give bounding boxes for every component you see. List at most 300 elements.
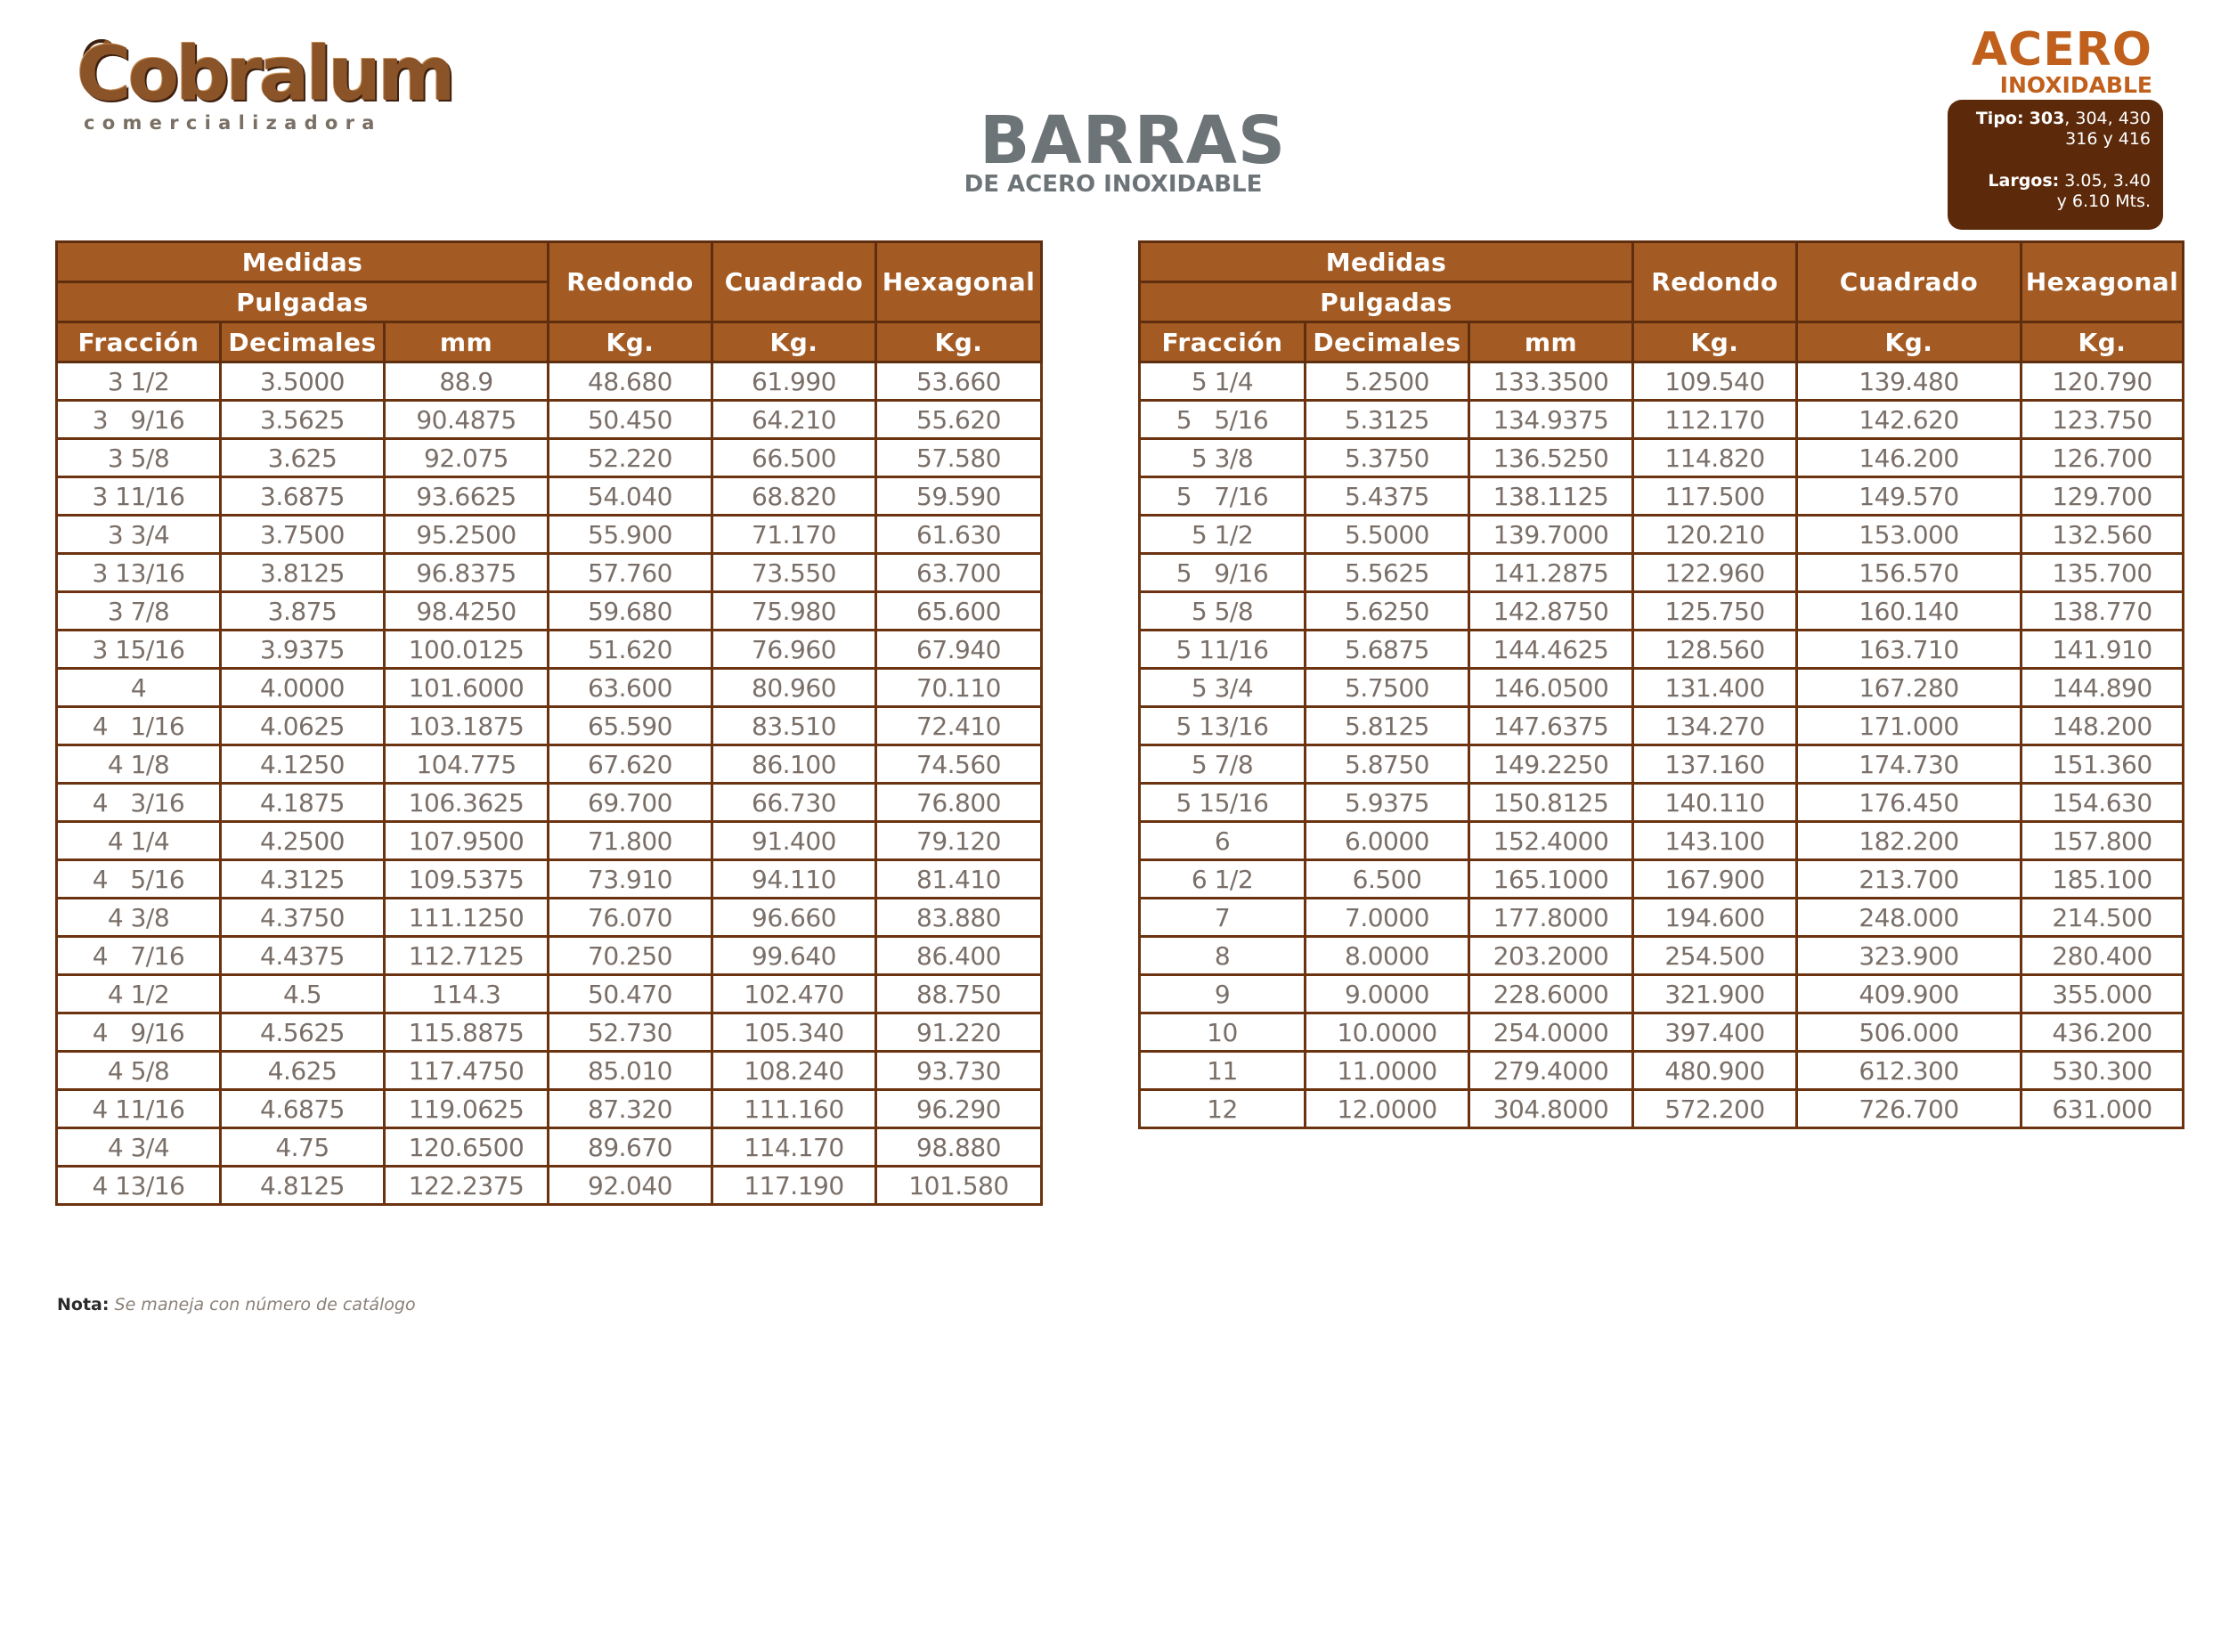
table-cell: 279.4000	[1469, 1052, 1633, 1090]
table-cell: 12	[1140, 1090, 1306, 1128]
brand-logo	[77, 30, 452, 146]
table-cell: 150.8125	[1469, 784, 1633, 822]
largos-line2: y 6.10 Mts.	[2056, 191, 2151, 211]
table-cell: 5 1/4	[1140, 362, 1306, 401]
table-row	[57, 1167, 1042, 1205]
table-cell: 5 15/16	[1140, 784, 1306, 822]
table-cell: 5.3750	[1306, 439, 1469, 477]
table-cell: 304.8000	[1469, 1090, 1633, 1128]
brand-name: Cobralum	[77, 30, 452, 118]
table-row	[1140, 401, 2184, 439]
table-cell: 572.200	[1633, 1090, 1797, 1128]
table-cell: 122.2375	[385, 1167, 549, 1205]
header-cuadrado: Cuadrado	[712, 242, 876, 322]
table-cell: 140.110	[1633, 784, 1797, 822]
header-pulgadas: Pulgadas	[1140, 282, 1633, 322]
table-row	[57, 1052, 1042, 1090]
table-cell: 214.500	[2022, 899, 2184, 937]
table-cell: 174.730	[1797, 745, 2022, 784]
table-row	[57, 860, 1042, 899]
table-cell: 631.000	[2022, 1090, 2184, 1128]
table-cell: 5.9375	[1306, 784, 1469, 822]
table-cell: 129.700	[2022, 477, 2184, 516]
table-cell: 141.2875	[1469, 554, 1633, 592]
table-cell: 48.680	[549, 362, 712, 401]
table-row	[57, 631, 1042, 669]
table-cell: 194.600	[1633, 899, 1797, 937]
table-cell: 83.880	[876, 899, 1042, 937]
table-cell: 3.625	[221, 439, 385, 477]
table-cell: 5.5000	[1306, 516, 1469, 554]
table-row	[57, 975, 1042, 1013]
header-kg: Kg.	[1633, 322, 1797, 362]
header-pulgadas: Pulgadas	[57, 282, 549, 322]
table-cell: 98.4250	[385, 592, 549, 631]
table-cell: 109.5375	[385, 860, 549, 899]
table-cell: 112.170	[1633, 401, 1797, 439]
header-mm: mm	[1469, 322, 1633, 362]
table-cell: 4 3/8	[57, 899, 221, 937]
table-cell: 59.680	[549, 592, 712, 631]
table-row	[1140, 1052, 2184, 1090]
table-cell: 4 1/2	[57, 975, 221, 1013]
table-cell: 4	[57, 669, 221, 707]
table-cell: 69.700	[549, 784, 712, 822]
table-cell: 59.590	[876, 477, 1042, 516]
table-cell: 76.070	[549, 899, 712, 937]
table-row	[57, 784, 1042, 822]
table-cell: 4 5/8	[57, 1052, 221, 1090]
table-row	[1140, 1090, 2184, 1128]
table-cell: 4.8125	[221, 1167, 385, 1205]
table-cell: 100.0125	[385, 631, 549, 669]
table-cell: 154.630	[2022, 784, 2184, 822]
table-cell: 128.560	[1633, 631, 1797, 669]
table-cell: 171.000	[1797, 707, 2022, 745]
table-cell: 133.3500	[1469, 362, 1633, 401]
table-cell: 119.0625	[385, 1090, 549, 1128]
table-row	[1140, 822, 2184, 860]
table-cell: 108.240	[712, 1052, 876, 1090]
table-cell: 95.2500	[385, 516, 549, 554]
table-cell: 167.900	[1633, 860, 1797, 899]
table-row	[1140, 899, 2184, 937]
table-cell: 7.0000	[1306, 899, 1469, 937]
table-cell: 397.400	[1633, 1013, 1797, 1052]
table-cell: 436.200	[2022, 1013, 2184, 1052]
table-cell: 120.6500	[385, 1128, 549, 1167]
header-decimales: Decimales	[1306, 322, 1469, 362]
header-cuadrado: Cuadrado	[1797, 242, 2022, 322]
table-cell: 3 5/8	[57, 439, 221, 477]
table-cell: 101.6000	[385, 669, 549, 707]
table-row	[1140, 1013, 2184, 1052]
table-cell: 111.1250	[385, 899, 549, 937]
table-cell: 5.3125	[1306, 401, 1469, 439]
table-cell: 4 13/16	[57, 1167, 221, 1205]
table-cell: 5.7500	[1306, 669, 1469, 707]
table-cell: 144.4625	[1469, 631, 1633, 669]
table-cell: 3 7/8	[57, 592, 221, 631]
badge-line2: INOXIDABLE	[1999, 72, 2152, 98]
table-cell: 71.170	[712, 516, 876, 554]
tipo-line: Tipo: 303, 304, 430	[1975, 109, 2151, 128]
table-cell: 79.120	[876, 822, 1042, 860]
table-cell: 5 5/16	[1140, 401, 1306, 439]
header-decimales: Decimales	[221, 322, 385, 362]
table-row	[57, 362, 1042, 401]
table-cell: 4.3750	[221, 899, 385, 937]
table-cell: 6.500	[1306, 860, 1469, 899]
table-cell: 139.7000	[1469, 516, 1633, 554]
table-cell: 3 9/16	[57, 401, 221, 439]
table-row	[57, 477, 1042, 516]
table-cell: 5 3/4	[1140, 669, 1306, 707]
table-cell: 94.110	[712, 860, 876, 899]
table-cell: 4.4375	[221, 937, 385, 975]
table-cell: 153.000	[1797, 516, 2022, 554]
table-cell: 8	[1140, 937, 1306, 975]
table-cell: 114.3	[385, 975, 549, 1013]
table-cell: 254.500	[1633, 937, 1797, 975]
table-cell: 151.360	[2022, 745, 2184, 784]
table-cell: 138.1125	[1469, 477, 1633, 516]
table-row	[57, 745, 1042, 784]
table-cell: 726.700	[1797, 1090, 2022, 1128]
table-cell: 117.190	[712, 1167, 876, 1205]
specs-badge	[1948, 100, 2163, 230]
table-cell: 52.730	[549, 1013, 712, 1052]
table-cell: 138.770	[2022, 592, 2184, 631]
header-redondo: Redondo	[1633, 242, 1797, 322]
table-cell: 5.8125	[1306, 707, 1469, 745]
table-cell: 5 13/16	[1140, 707, 1306, 745]
table-cell: 92.075	[385, 439, 549, 477]
table-cell: 104.775	[385, 745, 549, 784]
table-row	[1140, 439, 2184, 477]
table-cell: 117.4750	[385, 1052, 549, 1090]
table-cell: 4 9/16	[57, 1013, 221, 1052]
table-cell: 112.7125	[385, 937, 549, 975]
table-cell: 9.0000	[1306, 975, 1469, 1013]
table-row	[1140, 975, 2184, 1013]
table-cell: 4 3/4	[57, 1128, 221, 1167]
table-cell: 5 5/8	[1140, 592, 1306, 631]
table-cell: 88.750	[876, 975, 1042, 1013]
table-cell: 57.760	[549, 554, 712, 592]
table-cell: 63.700	[876, 554, 1042, 592]
table-cell: 3 13/16	[57, 554, 221, 592]
table-cell: 72.410	[876, 707, 1042, 745]
table-cell: 248.000	[1797, 899, 2022, 937]
table-cell: 5.6875	[1306, 631, 1469, 669]
table-row	[1140, 592, 2184, 631]
table-row	[57, 669, 1042, 707]
table-row	[57, 707, 1042, 745]
table-row	[1140, 554, 2184, 592]
table-cell: 91.400	[712, 822, 876, 860]
table-cell: 86.100	[712, 745, 876, 784]
page-subtitle: DE ACERO INOXIDABLE	[964, 171, 1263, 198]
table-cell: 92.040	[549, 1167, 712, 1205]
table-cell: 149.570	[1797, 477, 2022, 516]
table-cell: 83.510	[712, 707, 876, 745]
note-text: Se maneja con número de catálogo	[114, 1295, 416, 1314]
table-cell: 4.0625	[221, 707, 385, 745]
table-cell: 131.400	[1633, 669, 1797, 707]
table-cell: 4 7/16	[57, 937, 221, 975]
table-cell: 96.8375	[385, 554, 549, 592]
table-cell: 54.040	[549, 477, 712, 516]
table-cell: 4.3125	[221, 860, 385, 899]
table-cell: 111.160	[712, 1090, 876, 1128]
table-cell: 4.75	[221, 1128, 385, 1167]
table-cell: 4.6875	[221, 1090, 385, 1128]
badge-line1: ACERO	[1971, 23, 2152, 77]
table-cell: 5.2500	[1306, 362, 1469, 401]
table-cell: 134.9375	[1469, 401, 1633, 439]
table-cell: 73.550	[712, 554, 876, 592]
table-row	[57, 822, 1042, 860]
table-row	[57, 1128, 1042, 1167]
table-cell: 147.6375	[1469, 707, 1633, 745]
table-cell: 101.580	[876, 1167, 1042, 1205]
table-cell: 107.9500	[385, 822, 549, 860]
table-cell: 146.200	[1797, 439, 2022, 477]
table-cell: 167.280	[1797, 669, 2022, 707]
table-row	[1140, 707, 2184, 745]
table-row	[57, 899, 1042, 937]
table-cell: 73.910	[549, 860, 712, 899]
largos-line: Largos: 3.05, 3.40	[1988, 171, 2151, 191]
header-kg: Kg.	[876, 322, 1042, 362]
table-row	[1140, 631, 2184, 669]
table-cell: 409.900	[1797, 975, 2022, 1013]
table-cell: 65.590	[549, 707, 712, 745]
table-cell: 66.500	[712, 439, 876, 477]
table-cell: 149.2250	[1469, 745, 1633, 784]
table-cell: 89.670	[549, 1128, 712, 1167]
table-cell: 57.580	[876, 439, 1042, 477]
table-cell: 5 11/16	[1140, 631, 1306, 669]
table-cell: 68.820	[712, 477, 876, 516]
table-row	[57, 439, 1042, 477]
table-cell: 144.890	[2022, 669, 2184, 707]
table-cell: 5.4375	[1306, 477, 1469, 516]
table-cell: 105.340	[712, 1013, 876, 1052]
table-row	[1140, 860, 2184, 899]
table-row	[1140, 477, 2184, 516]
table-cell: 6 1/2	[1140, 860, 1306, 899]
table-row	[57, 1090, 1042, 1128]
table-cell: 5 3/8	[1140, 439, 1306, 477]
table-cell: 3.7500	[221, 516, 385, 554]
table-cell: 5 1/2	[1140, 516, 1306, 554]
table-cell: 530.300	[2022, 1052, 2184, 1090]
table-row	[57, 516, 1042, 554]
table-cell: 102.470	[712, 975, 876, 1013]
table-row	[57, 554, 1042, 592]
table-cell: 53.660	[876, 362, 1042, 401]
table-cell: 61.630	[876, 516, 1042, 554]
table-cell: 176.450	[1797, 784, 2022, 822]
header-medidas: Medidas	[57, 242, 549, 282]
header-redondo: Redondo	[549, 242, 712, 322]
table-cell: 4 1/8	[57, 745, 221, 784]
table-row	[1140, 362, 2184, 401]
table-cell: 4.5	[221, 975, 385, 1013]
table-cell: 185.100	[2022, 860, 2184, 899]
tipo-line2: 316 y 416	[2065, 129, 2151, 149]
table-cell: 90.4875	[385, 401, 549, 439]
table-cell: 142.8750	[1469, 592, 1633, 631]
table-cell: 71.800	[549, 822, 712, 860]
note-label: Nota:	[57, 1295, 110, 1314]
table-cell: 142.620	[1797, 401, 2022, 439]
table-cell: 74.560	[876, 745, 1042, 784]
table-cell: 96.660	[712, 899, 876, 937]
table-cell: 109.540	[1633, 362, 1797, 401]
table-cell: 4.1875	[221, 784, 385, 822]
table-cell: 10	[1140, 1013, 1306, 1052]
table-cell: 67.620	[549, 745, 712, 784]
table-cell: 96.290	[876, 1090, 1042, 1128]
table-cell: 4 5/16	[57, 860, 221, 899]
table-cell: 63.600	[549, 669, 712, 707]
table-cell: 76.800	[876, 784, 1042, 822]
table-cell: 480.900	[1633, 1052, 1797, 1090]
table-cell: 3 15/16	[57, 631, 221, 669]
table-cell: 120.790	[2022, 362, 2184, 401]
table-cell: 4 1/16	[57, 707, 221, 745]
table-cell: 5 9/16	[1140, 554, 1306, 592]
table-cell: 139.480	[1797, 362, 2022, 401]
table-cell: 6.0000	[1306, 822, 1469, 860]
table-cell: 122.960	[1633, 554, 1797, 592]
table-cell: 3.875	[221, 592, 385, 631]
header-fraccion: Fracción	[1140, 322, 1306, 362]
table-cell: 4.2500	[221, 822, 385, 860]
table-cell: 103.1875	[385, 707, 549, 745]
table-cell: 5.5625	[1306, 554, 1469, 592]
header-hexagonal: Hexagonal	[876, 242, 1042, 322]
table-cell: 66.730	[712, 784, 876, 822]
table-cell: 106.3625	[385, 784, 549, 822]
footnote	[57, 1295, 416, 1314]
table-cell: 120.210	[1633, 516, 1797, 554]
table-cell: 8.0000	[1306, 937, 1469, 975]
table-cell: 55.900	[549, 516, 712, 554]
table-cell: 50.450	[549, 401, 712, 439]
table-cell: 88.9	[385, 362, 549, 401]
table-row	[1140, 937, 2184, 975]
table-cell: 136.5250	[1469, 439, 1633, 477]
table-cell: 146.0500	[1469, 669, 1633, 707]
table-cell: 5.6250	[1306, 592, 1469, 631]
table-cell: 5 7/16	[1140, 477, 1306, 516]
table-cell: 65.600	[876, 592, 1042, 631]
table-cell: 70.110	[876, 669, 1042, 707]
table-cell: 99.640	[712, 937, 876, 975]
table-cell: 123.750	[2022, 401, 2184, 439]
table-cell: 157.800	[2022, 822, 2184, 860]
table-row	[1140, 784, 2184, 822]
table-cell: 85.010	[549, 1052, 712, 1090]
table-cell: 321.900	[1633, 975, 1797, 1013]
table-cell: 67.940	[876, 631, 1042, 669]
table-cell: 135.700	[2022, 554, 2184, 592]
bars-table-right	[1138, 240, 2184, 1129]
header-kg: Kg.	[549, 322, 712, 362]
table-cell: 11	[1140, 1052, 1306, 1090]
table-cell: 117.500	[1633, 477, 1797, 516]
table-cell: 5.8750	[1306, 745, 1469, 784]
table-cell: 7	[1140, 899, 1306, 937]
table-cell: 323.900	[1797, 937, 2022, 975]
table-cell: 3.8125	[221, 554, 385, 592]
table-cell: 64.210	[712, 401, 876, 439]
table-cell: 203.2000	[1469, 937, 1633, 975]
table-cell: 5 7/8	[1140, 745, 1306, 784]
table-cell: 51.620	[549, 631, 712, 669]
table-row	[1140, 745, 2184, 784]
header-fraccion: Fracción	[57, 322, 221, 362]
table-cell: 612.300	[1797, 1052, 2022, 1090]
table-cell: 4.0000	[221, 669, 385, 707]
header-kg: Kg.	[1797, 322, 2022, 362]
table-cell: 4 3/16	[57, 784, 221, 822]
table-cell: 132.560	[2022, 516, 2184, 554]
table-cell: 125.750	[1633, 592, 1797, 631]
table-cell: 137.160	[1633, 745, 1797, 784]
table-cell: 4.1250	[221, 745, 385, 784]
table-cell: 254.0000	[1469, 1013, 1633, 1052]
table-cell: 81.410	[876, 860, 1042, 899]
table-cell: 177.8000	[1469, 899, 1633, 937]
table-cell: 3 3/4	[57, 516, 221, 554]
table-cell: 75.980	[712, 592, 876, 631]
table-cell: 228.6000	[1469, 975, 1633, 1013]
table-cell: 165.1000	[1469, 860, 1633, 899]
table-cell: 141.910	[2022, 631, 2184, 669]
table-cell: 9	[1140, 975, 1306, 1013]
table-row	[1140, 516, 2184, 554]
table-cell: 134.270	[1633, 707, 1797, 745]
table-cell: 160.140	[1797, 592, 2022, 631]
table-row	[1140, 669, 2184, 707]
table-cell: 280.400	[2022, 937, 2184, 975]
table-cell: 3 1/2	[57, 362, 221, 401]
header-mm: mm	[385, 322, 549, 362]
table-cell: 4 1/4	[57, 822, 221, 860]
table-row	[57, 401, 1042, 439]
header-kg: Kg.	[2022, 322, 2184, 362]
table-cell: 506.000	[1797, 1013, 2022, 1052]
table-cell: 115.8875	[385, 1013, 549, 1052]
material-badge-title	[1971, 23, 2152, 98]
table-cell: 4 11/16	[57, 1090, 221, 1128]
table-cell: 114.170	[712, 1128, 876, 1167]
table-cell: 93.730	[876, 1052, 1042, 1090]
table-cell: 3.5625	[221, 401, 385, 439]
table-cell: 98.880	[876, 1128, 1042, 1167]
brand-tagline: comercializadora	[84, 112, 382, 134]
table-cell: 80.960	[712, 669, 876, 707]
table-cell: 10.0000	[1306, 1013, 1469, 1052]
table-cell: 91.220	[876, 1013, 1042, 1052]
table-cell: 50.470	[549, 975, 712, 1013]
header-kg: Kg.	[712, 322, 876, 362]
